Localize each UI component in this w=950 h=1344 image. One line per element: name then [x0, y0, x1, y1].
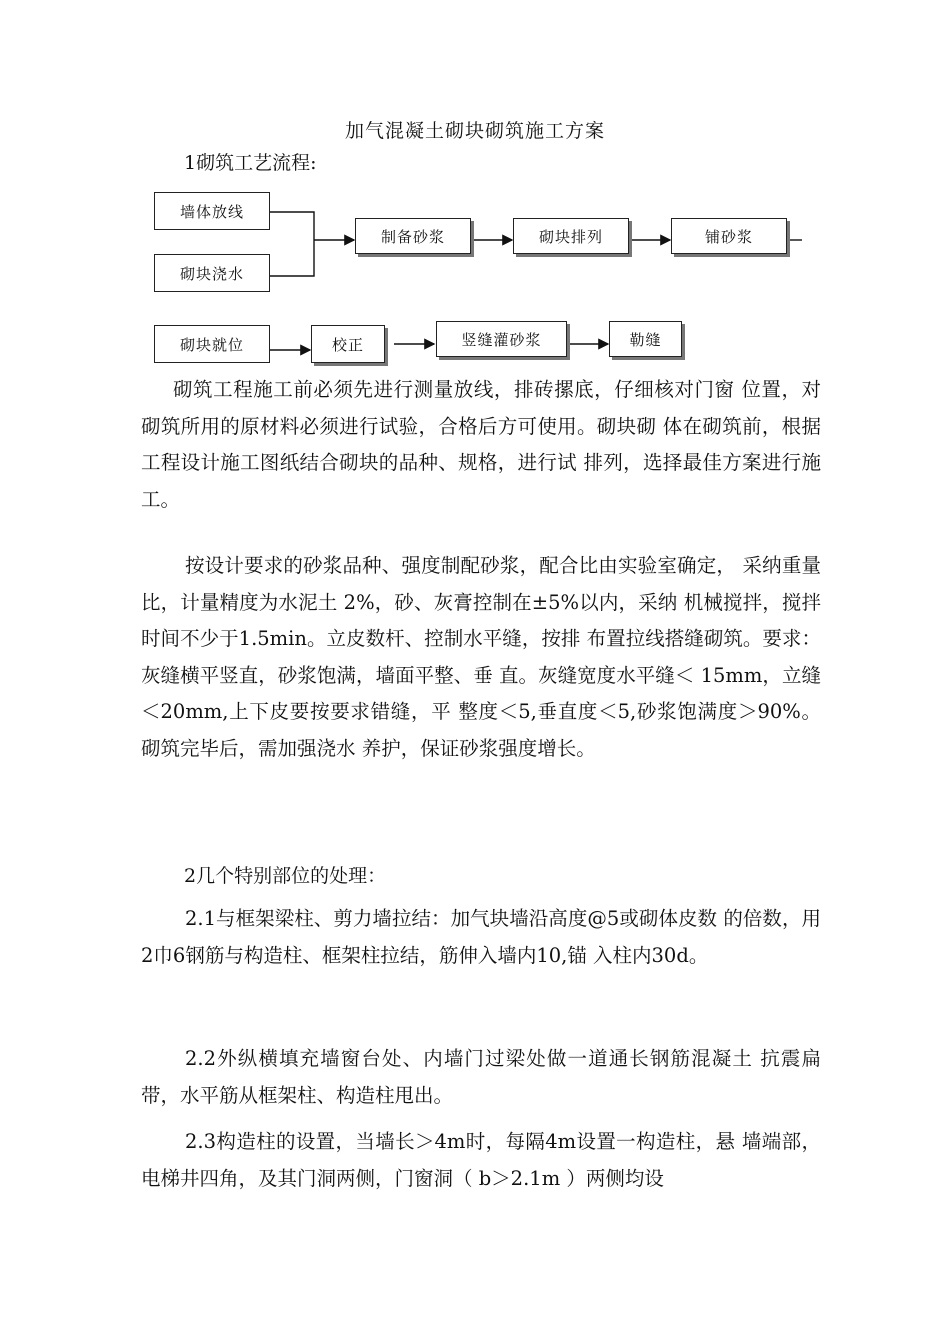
- flow-box-vertical-grout: 竖缝灌砂浆: [436, 321, 567, 357]
- flow-box-joint-pointing: 勒缝: [609, 321, 682, 357]
- paragraph-mortar: 按设计要求的砂浆品种、强度制配砂浆，配合比由实验室确定， 采纳重量比，计量精度为水泥土 2%，砂、灰膏控制在±5%以内，采纳 机械搅拌，搅拌时间不少于1.5min。立皮数杆、控制水平缝，按排 布置拉线搭缝砌筑。要求：灰缝横平竖直，砂浆饱满，墙面平整、垂 直。灰缝宽度水平缝＜ 15mm，立缝＜20mm,上下皮要按要求错缝，平 整度＜5,垂直度＜5,砂浆饱满度＞90%。砌筑完毕后，需加强浇水 养护，保证砂浆强度增长。: [141, 554, 821, 760]
- flow-box-block-watering: 砌块浇水: [154, 254, 270, 292]
- section-2-heading: 2几个特别部位的处理：: [184, 865, 387, 887]
- flow-box-block-place: 砌块就位: [154, 325, 270, 363]
- flow-box-block-arrange: 砌块排列: [513, 218, 629, 254]
- flow-box-correct: 校正: [311, 325, 385, 363]
- flow-box-spread-mortar: 铺砂浆: [671, 218, 787, 254]
- paragraph-2-3: 2.3构造柱的设置，当墙长＞4m时，每隔4m设置一构造柱，悬 墙端部，电梯井四角，及其门洞两侧，门窗洞（ b＞2.1m ）两侧均设: [141, 1130, 821, 1190]
- section-1-heading: 1砌筑工艺流程:: [184, 152, 317, 174]
- merge-bracket: [270, 212, 314, 276]
- paragraph-2-1: 2.1与框架梁柱、剪力墙拉结：加气块墙沿高度@5或砌体皮数 的倍数，用2巾6钢筋与构造柱、框架柱拉结，筋伸入墙内10,锚 入柱内30d。: [141, 907, 821, 967]
- paragraph-preparation: 砌筑工程施工前必须先进行测量放线，排砖摞底，仔细核对门窗 位置，对砌筑所用的原材料必须进行试验，合格后方可使用。砌块砌 体在砌筑前，根据工程设计施工图纸结合砌块的品种、规格，进行试 排列，选择最佳方案进行施工。: [141, 378, 821, 511]
- page-title: 加气混凝土砌块砌筑施工方案: [344, 120, 605, 142]
- flow-box-wall-layout: 墙体放线: [154, 192, 270, 230]
- paragraph-2-2: 2.2外纵横填充墙窗台处、内墙门过梁处做一道通长钢筋混凝土 抗震扁带，水平筋从框架柱、构造柱甩出。: [141, 1047, 821, 1107]
- flow-box-prepare-mortar: 制备砂浆: [355, 218, 471, 254]
